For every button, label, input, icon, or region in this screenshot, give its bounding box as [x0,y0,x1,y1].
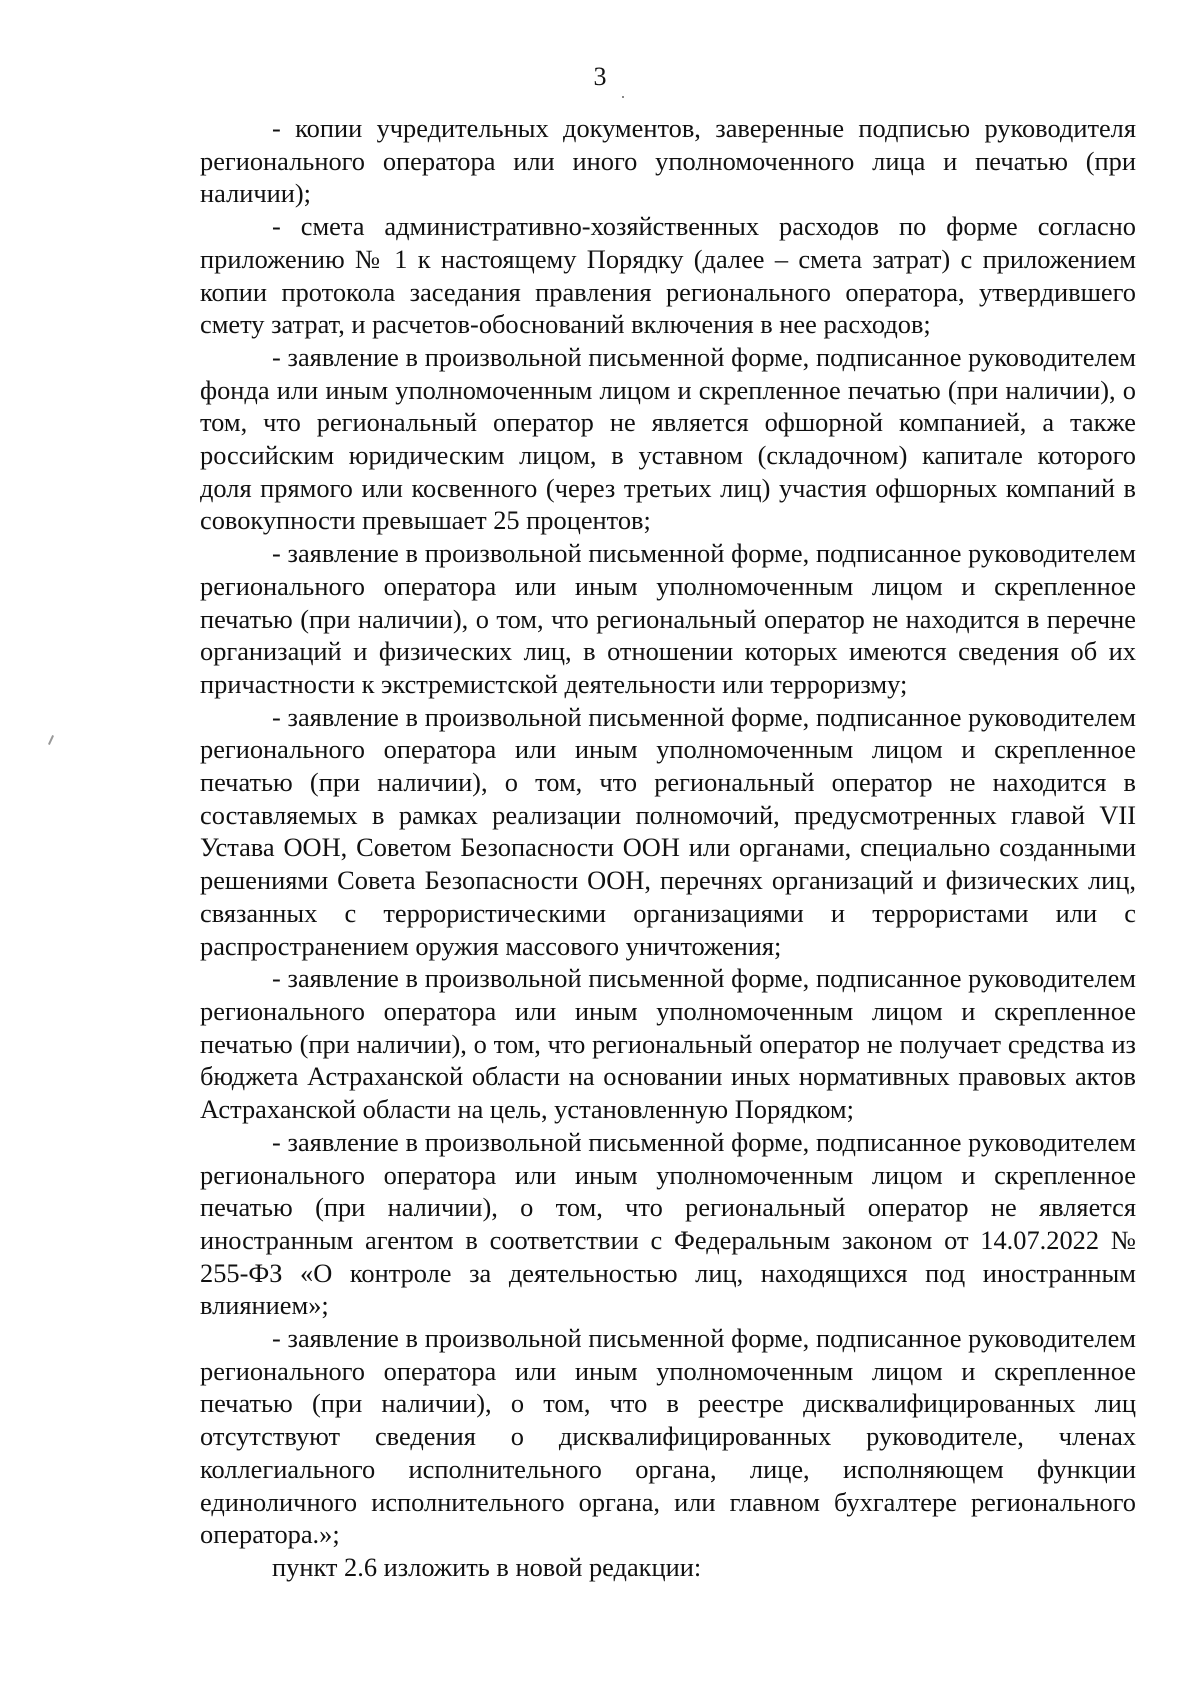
paragraph-un-lists-statement: - заявление в произвольной письменной форме, подписанное руководителем регионального оператора или иным уполномоченным лицом и скрепленное печатью (при наличии), о том, что региональный оператор не находится в составляемых в рамках реализации полномочий, предусмотренных главой VII Устава ООН, Советом Безопасности ООН или органами, специально созданными решениями Совета Безопасности ООН, перечнях организаций и физических лиц, связанных с террористическими организациями и террористами или с распространением оружия массового уничтожения; [200,701,1136,961]
paragraph-expense-estimate: - смета административно-хозяйственных расходов по форме согласно приложению № 1 к настоящему Порядку (далее – смета затрат) с приложением копии протокола заседания правления регионального оператора, утвердившего смету затрат, и расчетов-обоснований включения в нее расходов; [200,211,1136,340]
document-body [200,112,1136,1584]
paragraph-budget-funds-statement: - заявление в произвольной письменной форме, подписанное руководителем регионального оператора или иным уполномоченным лицом и скрепленное печатью (при наличии), о том, что региональный оператор не получает средства из бюджета Астраханской области на основании иных нормативных правовых актов Астраханской области на цель, установленную Порядком; [200,963,1136,1125]
paragraph-extremism-statement: - заявление в произвольной письменной форме, подписанное руководителем регионального оператора или иным уполномоченным лицом и скрепленное печатью (при наличии), о том, что региональный оператор не находится в перечне организаций и физических лиц, в отношении которых имеются сведения об их причастности к экстремистской деятельности или терроризму; [200,538,1136,699]
scan-speck [622,96,624,98]
scan-margin-mark [48,735,54,745]
paragraph-offshore-statement: - заявление в произвольной письменной форме, подписанное руководителем фонда или иным уполномоченным лицом и скрепленное печатью (при наличии), о том, что региональный оператор не является офшорной компанией, а также российским юридическим лицом, в уставном (складочном) капитале которого доля прямого или косвенного (через третьих лиц) участия офшорных компаний в совокупности превышает 25 процентов; [200,341,1136,536]
paragraph-disqualified-persons-statement: - заявление в произвольной письменной форме, подписанное руководителем регионального оператора или иным уполномоченным лицом и скрепленное печатью (при наличии), о том, что в реестре дисквалифицированных лиц отсутствуют сведения о дисквалифицированных руководителе, членах коллегиального исполнительного органа, лице, исполняющем функции единоличного исполнительного органа, или главном бухгалтере регионального оператора.»; [200,1323,1136,1550]
paragraph-founding-documents: - копии учредительных документов, заверенные подписью руководителя регионального оператора или иного уполномоченного лица и печатью (при наличии); [200,113,1136,209]
paragraph-foreign-agent-statement: - заявление в произвольной письменной форме, подписанное руководителем регионального оператора или иным уполномоченным лицом и скрепленное печатью (при наличии), о том, что региональный оператор не является иностранным агентом в соответствии с Федеральным законом от 14.07.2022 № 255-ФЗ «О контроле за деятельностью лиц, находящихся под иностранным влиянием»; [200,1126,1136,1321]
page-number: 3 [593,62,607,91]
paragraph-item-2-6: пункт 2.6 изложить в новой редакции: [272,1551,702,1582]
